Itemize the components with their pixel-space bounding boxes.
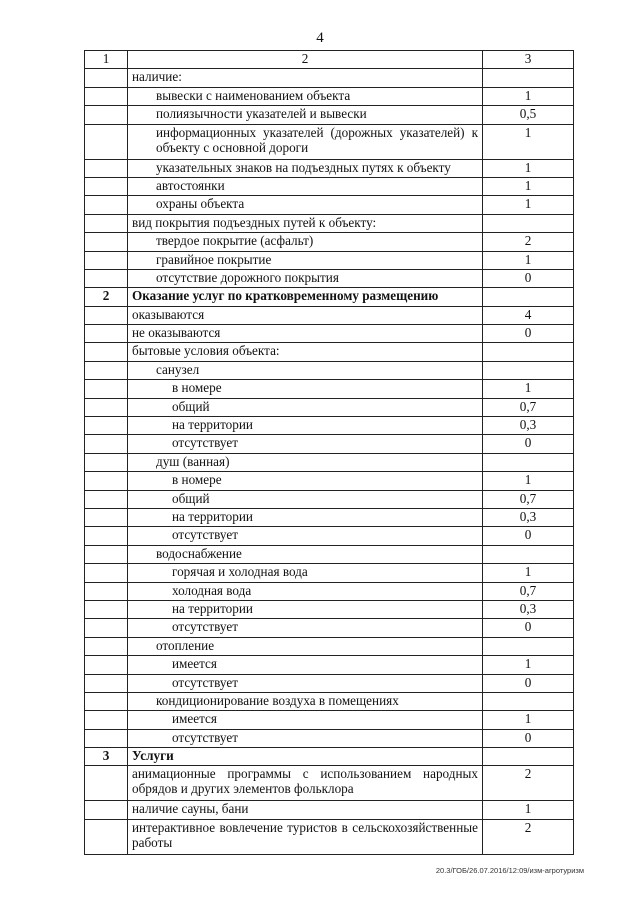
criterion-text-cell: на территории [128, 417, 483, 435]
criterion-text-cell: Услуги [128, 748, 483, 766]
criterion-text-cell: охраны объекта [128, 196, 483, 214]
score-value-cell [483, 214, 574, 232]
table-row [85, 87, 574, 105]
table-row [85, 233, 574, 251]
score-value-cell: 1 [483, 177, 574, 195]
score-value-cell: 0,7 [483, 490, 574, 508]
row-number-cell [85, 729, 128, 747]
score-value-cell: 1 [483, 87, 574, 105]
row-number-cell [85, 325, 128, 343]
table-row [85, 801, 574, 819]
table-header-row [85, 51, 574, 69]
criterion-text-cell: вывески с наименованием объекта [128, 87, 483, 105]
criterion-text-cell: водоснабжение [128, 545, 483, 563]
table-row [85, 69, 574, 87]
row-number-cell [85, 124, 128, 159]
table-row [85, 325, 574, 343]
criterion-text-cell: Оказание услуг по кратковременному размещению [128, 288, 483, 306]
row-number-cell [85, 380, 128, 398]
row-number-cell [85, 417, 128, 435]
row-number-cell [85, 214, 128, 232]
score-value-cell: 2 [483, 766, 574, 801]
table-body [85, 51, 574, 855]
row-number-cell [85, 711, 128, 729]
table-row [85, 582, 574, 600]
table-row [85, 545, 574, 563]
row-number-cell [85, 582, 128, 600]
score-value-cell [483, 69, 574, 87]
score-value-cell: 0,5 [483, 106, 574, 124]
score-value-cell: 1 [483, 251, 574, 269]
score-value-cell: 1 [483, 380, 574, 398]
row-number-cell [85, 692, 128, 710]
score-value-cell: 4 [483, 306, 574, 324]
table-row [85, 656, 574, 674]
criterion-text-cell: имеется [128, 656, 483, 674]
criterion-text-cell: анимационные программы с использованием народных обрядов и других элементов фольклора [128, 766, 483, 801]
table-row [85, 711, 574, 729]
score-value-cell [483, 637, 574, 655]
table-row [85, 269, 574, 287]
criterion-text-cell: на территории [128, 508, 483, 526]
criterion-text-cell: в номере [128, 472, 483, 490]
section-row [85, 748, 574, 766]
table-row [85, 196, 574, 214]
table-row [85, 343, 574, 361]
section-row [85, 288, 574, 306]
row-number-cell [85, 472, 128, 490]
criterion-text-cell: кондиционирование воздуха в помещениях [128, 692, 483, 710]
table-row [85, 417, 574, 435]
footer-note: 20.3/ГОБ/26.07.2016/12:09/изм-агротуризм [435, 866, 584, 875]
table-row [85, 674, 574, 692]
criterion-text-cell: отсутствует [128, 435, 483, 453]
table-row [85, 637, 574, 655]
table-row [85, 766, 574, 801]
row-number-cell [85, 269, 128, 287]
criterion-text-cell: отсутствует [128, 729, 483, 747]
header-col-2: 2 [128, 51, 483, 69]
criterion-text-cell: отсутствие дорожного покрытия [128, 269, 483, 287]
row-number-cell [85, 87, 128, 105]
row-number-cell [85, 453, 128, 471]
criterion-text-cell: твердое покрытие (асфальт) [128, 233, 483, 251]
score-value-cell [483, 545, 574, 563]
header-col-1: 1 [85, 51, 128, 69]
row-number-cell [85, 343, 128, 361]
row-number-cell [85, 819, 128, 854]
score-value-cell: 1 [483, 124, 574, 159]
row-number-cell [85, 600, 128, 618]
row-number-cell [85, 801, 128, 819]
score-value-cell: 0,7 [483, 582, 574, 600]
criterion-text-cell: общий [128, 490, 483, 508]
row-number-cell [85, 196, 128, 214]
criterion-text-cell: на территории [128, 600, 483, 618]
table-row [85, 472, 574, 490]
criteria-table [84, 50, 574, 855]
table-row [85, 159, 574, 177]
score-value-cell: 1 [483, 656, 574, 674]
criterion-text-cell: в номере [128, 380, 483, 398]
score-value-cell: 0 [483, 325, 574, 343]
criterion-text-cell: интерактивное вовлечение туристов в сельскохозяйственные работы [128, 819, 483, 854]
row-number-cell [85, 233, 128, 251]
criterion-text-cell: указательных знаков на подъездных путях к объекту [128, 159, 483, 177]
score-value-cell: 1 [483, 564, 574, 582]
criterion-text-cell: наличие сауны, бани [128, 801, 483, 819]
table-row [85, 124, 574, 159]
score-value-cell [483, 288, 574, 306]
score-value-cell [483, 343, 574, 361]
table-row [85, 527, 574, 545]
row-number-cell [85, 251, 128, 269]
table-row [85, 508, 574, 526]
score-value-cell: 2 [483, 819, 574, 854]
row-number-cell [85, 656, 128, 674]
row-number-cell: 2 [85, 288, 128, 306]
score-value-cell: 2 [483, 233, 574, 251]
row-number-cell [85, 435, 128, 453]
row-number-cell [85, 69, 128, 87]
row-number-cell [85, 766, 128, 801]
score-value-cell: 1 [483, 801, 574, 819]
criterion-text-cell: горячая и холодная вода [128, 564, 483, 582]
score-value-cell: 0,3 [483, 508, 574, 526]
criterion-text-cell: не оказываются [128, 325, 483, 343]
criterion-text-cell: наличие: [128, 69, 483, 87]
criterion-text-cell: отсутствует [128, 527, 483, 545]
criterion-text-cell: общий [128, 398, 483, 416]
table-row [85, 251, 574, 269]
table-row [85, 619, 574, 637]
score-value-cell: 1 [483, 196, 574, 214]
criterion-text-cell: вид покрытия подъездных путей к объекту: [128, 214, 483, 232]
table-row [85, 729, 574, 747]
score-value-cell [483, 748, 574, 766]
criterion-text-cell: бытовые условия объекта: [128, 343, 483, 361]
row-number-cell [85, 159, 128, 177]
table-row [85, 106, 574, 124]
header-col-3: 3 [483, 51, 574, 69]
criterion-text-cell: отопление [128, 637, 483, 655]
criterion-text-cell: информационных указателей (дорожных указателей) к объекту с основной дороги [128, 124, 483, 159]
criterion-text-cell: санузел [128, 361, 483, 379]
score-value-cell [483, 692, 574, 710]
criterion-text-cell: оказываются [128, 306, 483, 324]
row-number-cell [85, 545, 128, 563]
page-number: 4 [316, 30, 324, 46]
table-row [85, 453, 574, 471]
score-value-cell: 0 [483, 619, 574, 637]
row-number-cell [85, 508, 128, 526]
row-number-cell [85, 106, 128, 124]
score-value-cell: 0 [483, 527, 574, 545]
criterion-text-cell: имеется [128, 711, 483, 729]
score-value-cell: 1 [483, 711, 574, 729]
score-value-cell: 1 [483, 472, 574, 490]
row-number-cell [85, 527, 128, 545]
criterion-text-cell: гравийное покрытие [128, 251, 483, 269]
score-value-cell: 1 [483, 159, 574, 177]
row-number-cell [85, 398, 128, 416]
score-value-cell: 0 [483, 269, 574, 287]
criterion-text-cell: отсутствует [128, 674, 483, 692]
score-value-cell: 0,3 [483, 600, 574, 618]
row-number-cell [85, 674, 128, 692]
table-row [85, 380, 574, 398]
row-number-cell [85, 637, 128, 655]
criterion-text-cell: автостоянки [128, 177, 483, 195]
table-row [85, 214, 574, 232]
score-value-cell: 0 [483, 435, 574, 453]
row-number-cell [85, 306, 128, 324]
table-row [85, 564, 574, 582]
criterion-text-cell: душ (ванная) [128, 453, 483, 471]
row-number-cell [85, 361, 128, 379]
table-row [85, 398, 574, 416]
criterion-text-cell: отсутствует [128, 619, 483, 637]
table-row [85, 600, 574, 618]
row-number-cell: 3 [85, 748, 128, 766]
criterion-text-cell: полиязычности указателей и вывески [128, 106, 483, 124]
table-row [85, 306, 574, 324]
score-value-cell: 0 [483, 729, 574, 747]
table-row [85, 361, 574, 379]
row-number-cell [85, 564, 128, 582]
criterion-text-cell: холодная вода [128, 582, 483, 600]
score-value-cell [483, 361, 574, 379]
table-row [85, 692, 574, 710]
row-number-cell [85, 619, 128, 637]
score-value-cell: 0 [483, 674, 574, 692]
row-number-cell [85, 177, 128, 195]
table-row [85, 490, 574, 508]
score-value-cell: 0,3 [483, 417, 574, 435]
table-row [85, 819, 574, 854]
score-value-cell: 0,7 [483, 398, 574, 416]
table-row [85, 435, 574, 453]
row-number-cell [85, 490, 128, 508]
table-row [85, 177, 574, 195]
score-value-cell [483, 453, 574, 471]
